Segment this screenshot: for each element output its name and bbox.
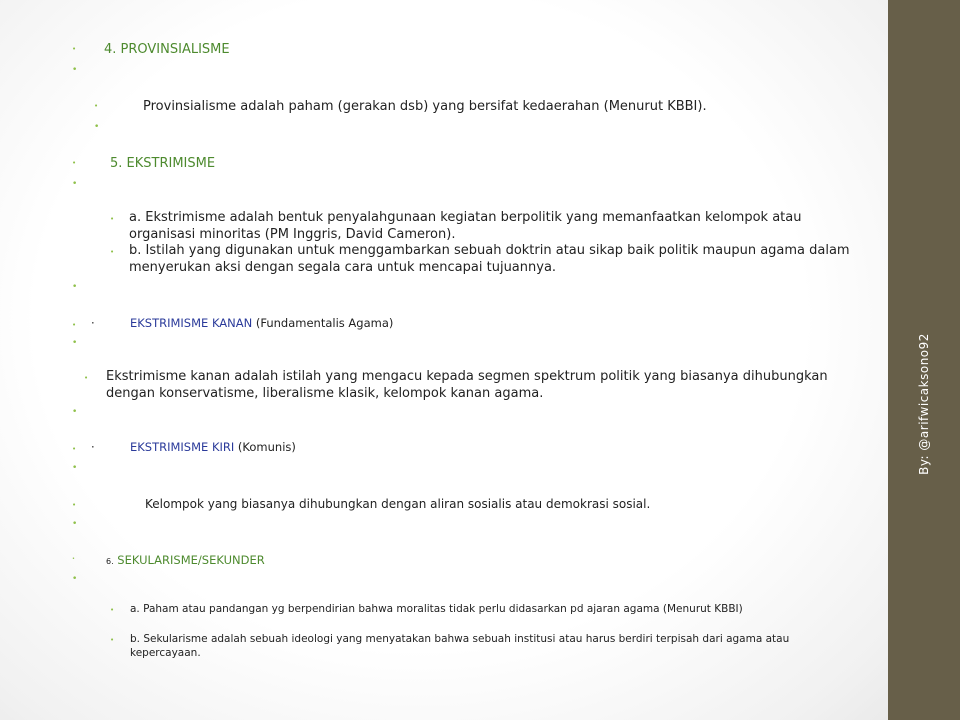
- kiri-dot: ·: [91, 440, 95, 454]
- bullet-icon: •: [94, 122, 100, 132]
- bullet-icon: •: [110, 606, 115, 614]
- section-6-heading: [106, 553, 265, 569]
- bullet-icon: •: [72, 338, 78, 348]
- bullet-icon: •: [72, 556, 75, 562]
- bullet-icon: •: [72, 321, 77, 329]
- bullet-icon: •: [72, 445, 77, 453]
- bullet-icon: •: [72, 463, 78, 473]
- kanan-body: Ekstrimisme kanan adalah istilah yang mengacu kepada segmen spektrum politik yang biasanya dihubungkan dengan konservatisme, liberalisme klasik, kelompok kanan agama.: [106, 369, 828, 401]
- section-6-item-a: a. Paham atau pandangan yg berpendirian bahwa moralitas tidak perlu didasarkan pd ajaran agama (Menurut KBBI): [130, 603, 743, 615]
- bullet-icon: •: [72, 65, 78, 75]
- bullet-icon: •: [72, 179, 78, 189]
- bullet-icon: •: [72, 282, 78, 292]
- kanan-heading: [91, 316, 393, 331]
- section-5-item-b: b. Istilah yang digunakan untuk menggambarkan sebuah doktrin atau sikap baik politik maupun agama dalam menyerukan aksi dengan segala cara untuk mencapai tujuannya.: [129, 243, 850, 275]
- bullet-icon: •: [72, 45, 77, 53]
- bullet-icon: •: [72, 519, 78, 529]
- bullet-icon: •: [110, 215, 115, 223]
- kanan-dot: ·: [91, 316, 95, 330]
- section-4-heading: [104, 41, 230, 58]
- section-6-item-b: b. Sekularisme adalah sebuah ideologi yang menyatakan bahwa sebuah institusi atau harus berdiri terpisah dari agama atau kepercayaan.: [130, 633, 790, 659]
- bullet-icon: •: [72, 574, 78, 584]
- section-4-title: 4. PROVINSIALISME: [104, 42, 230, 57]
- section-6-title: SEKULARISME/SEKUNDER: [117, 553, 265, 567]
- section-4-body: Provinsialisme adalah paham (gerakan dsb) yang bersifat kedaerahan (Menurut KBBI).: [143, 99, 707, 114]
- section-5-item-a: a. Ekstrimisme adalah bentuk penyalahgunaan kegiatan berpolitik yang memanfaatkan kelompok atau organisasi minoritas (PM Inggris, David Cameron).: [129, 210, 802, 242]
- section-6-number: 6.: [106, 557, 114, 566]
- bullet-icon: •: [84, 374, 89, 382]
- kanan-subtitle: (Fundamentalis Agama): [255, 316, 394, 330]
- kiri-body: Kelompok yang biasanya dihubungkan dengan aliran sosialis atau demokrasi sosial.: [145, 497, 651, 511]
- kiri-heading: [91, 440, 296, 455]
- kiri-title: EKSTRIMISME KIRI: [129, 440, 235, 454]
- kiri-subtitle: (Komunis): [237, 440, 296, 454]
- bullet-icon: •: [94, 102, 99, 110]
- bullet-icon: •: [72, 407, 78, 417]
- bullet-icon: •: [72, 159, 77, 167]
- bullet-icon: •: [110, 636, 115, 644]
- kanan-title: EKSTRIMISME KANAN: [129, 316, 253, 330]
- section-5-title: 5. EKSTRIMISME: [110, 156, 216, 171]
- bullet-icon: •: [110, 248, 115, 256]
- bullet-icon: •: [72, 501, 77, 509]
- author-credit: By: @arifwicaksono92: [917, 333, 931, 475]
